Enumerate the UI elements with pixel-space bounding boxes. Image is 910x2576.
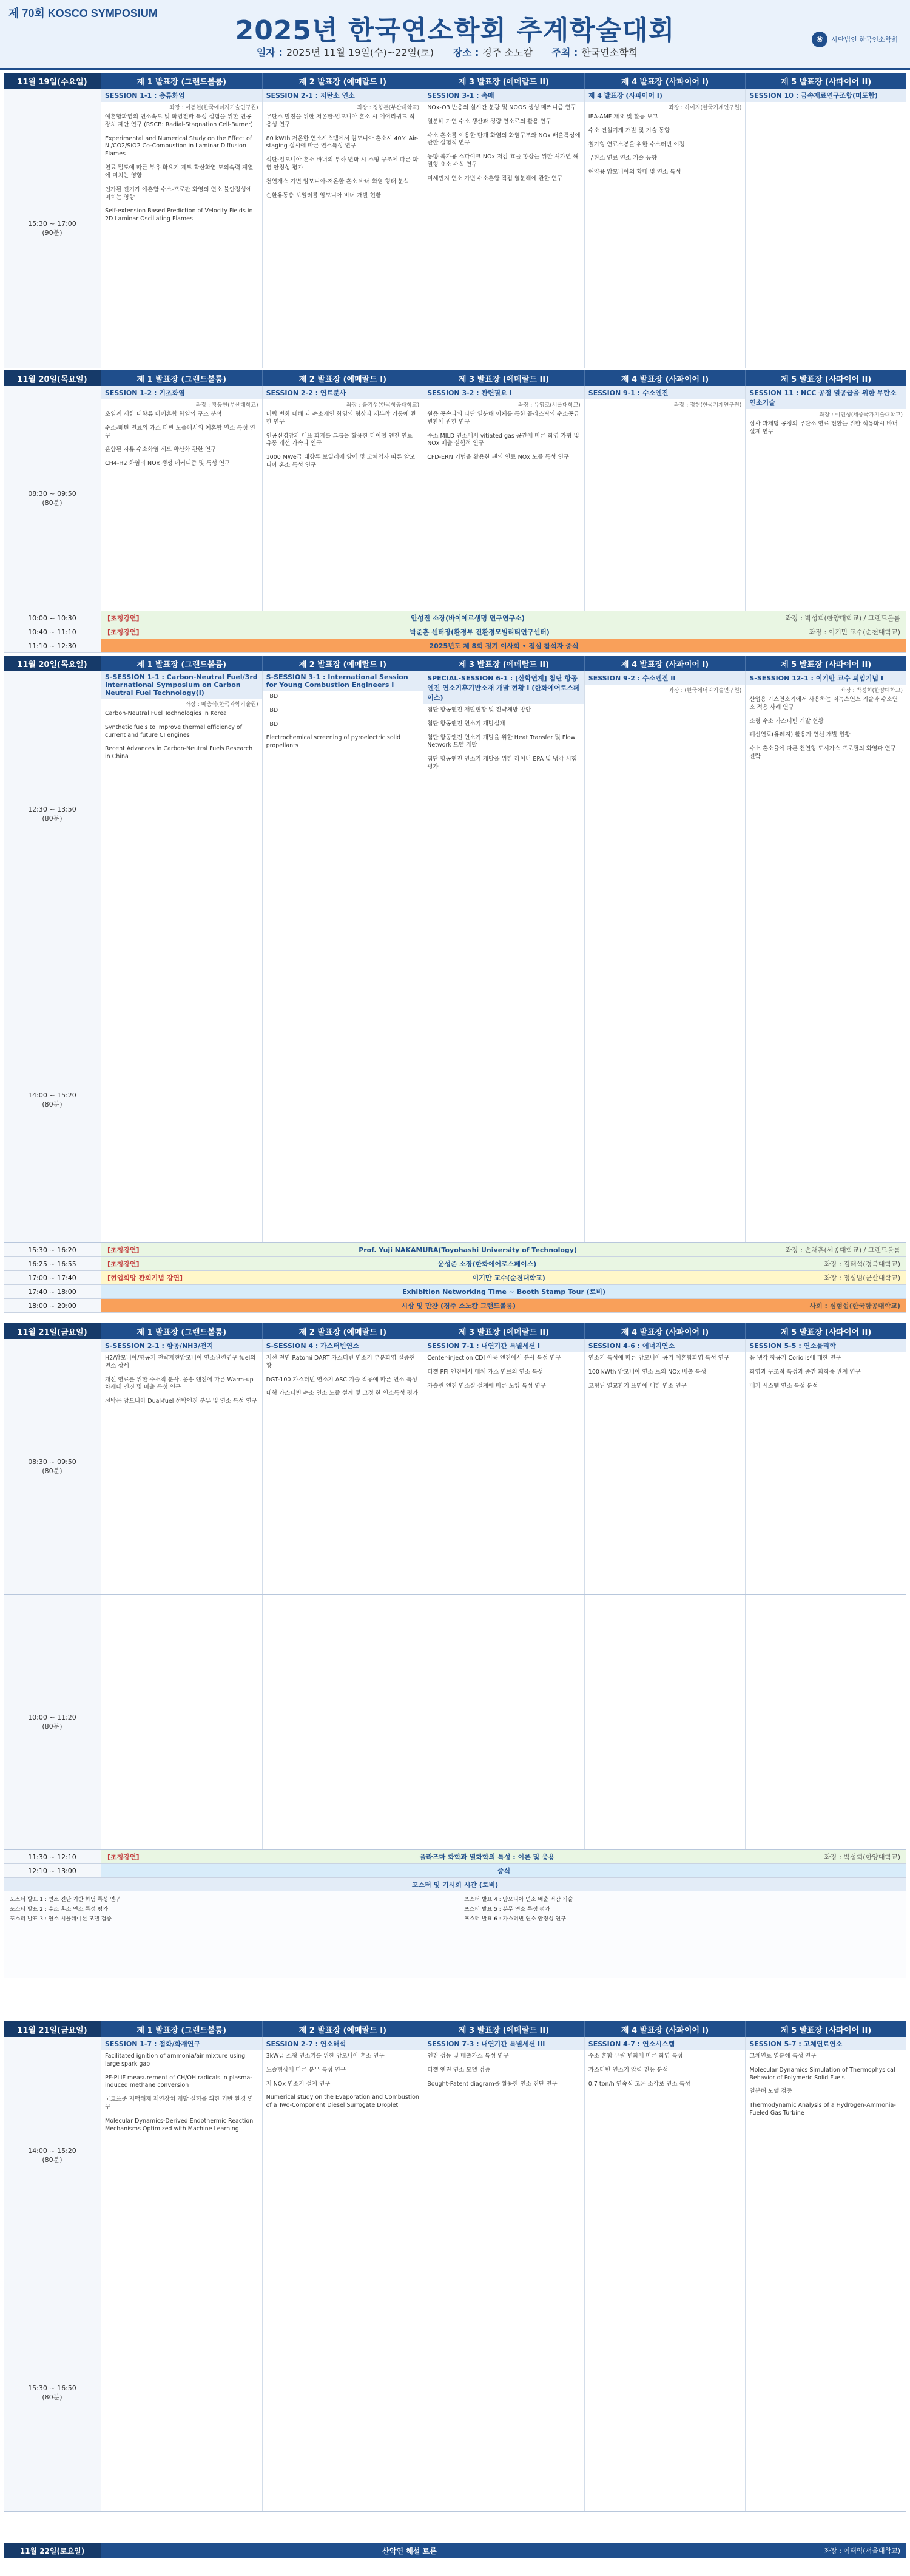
session-column [423, 1339, 585, 1594]
session-column [423, 1595, 585, 1849]
bar-time: 11:30 ~ 12:10 [4, 1850, 101, 1863]
bar-event: Prof. Yuji NAKAMURA(Toyohashi University of Technology) [359, 1246, 577, 1254]
bar-time: 10:40 ~ 11:10 [4, 625, 101, 639]
paper-title: 미세먼지 연소 가변 수소혼합 직접 열분해에 관한 연구 [427, 175, 563, 182]
session-column [263, 2274, 424, 2511]
paper-title: Self-extension Based Prediction of Velocity Fields in 2D Laminar Oscillating Flames [105, 208, 253, 223]
day-label: 11월 19일(수요일) [4, 73, 101, 89]
final-day-bar [4, 2543, 906, 2558]
paper-title: TBD [266, 720, 278, 728]
schedule-bar [4, 611, 906, 625]
paper-title: 개선 연료를 위한 수소직 분사, 운송 엔진에 따른 Warm-up 차세대 엔진 및 배출 특성 연구 [105, 1376, 254, 1391]
paper-title: 미립 변화 대해 과 수소재연 화염의 형상과 재부착 거동에 관한 연구 [266, 411, 417, 425]
paper-title: 열분해 가연 수소 생산과 정량 연소로의 활용 연구 [427, 118, 551, 125]
time-slot: 10:00 ~ 11:20 (80분) [4, 1595, 101, 1849]
poster-item: 포스터 발표 3 : 연소 시뮬레이션 모델 검증 [10, 1916, 112, 1922]
bar-body [101, 625, 906, 639]
paper-title: TBD [266, 693, 278, 700]
session-column [263, 1595, 424, 1849]
bar-event: 중식 [497, 1867, 511, 1875]
session-chair: 좌장 : 정현(한국기계연구원) [673, 402, 742, 408]
page-title: 2025년 한국연소학회 추계학술대회 [235, 15, 675, 46]
session-title: SESSION 11 : NCC 공정 열공급을 위한 무탄소 연소기술 [746, 386, 906, 409]
paper-title: 배기 시스템 연소 특성 분석 [749, 1382, 818, 1389]
session-title: S-SESSION 3-1 : International Session for Young Combustion Engineers I [263, 671, 423, 691]
poster-item: 포스터 발표 6 : 가스터빈 연소 안정성 연구 [464, 1916, 566, 1922]
bar-body [101, 1864, 906, 1877]
paper-title: 0.7 ton/h 연속식 고온 소각로 연소 특성 [588, 2080, 690, 2087]
session-column [585, 671, 746, 957]
host-label: 주최 : [551, 47, 578, 58]
paper-title: 대형 가스터빈 수소 연소 노즐 설계 및 고정 한 연소특성 평가 [266, 1390, 419, 1397]
session-column [101, 671, 263, 957]
paper-title: 연소기 특성에 따른 암모니아 공기 예혼합화염 특성 연구 [588, 1355, 729, 1361]
session-chair: 좌장 : 박성희(한양대학교) [840, 688, 903, 694]
paper-title: 엔진 성능 및 배출가스 특성 연구 [427, 2053, 509, 2059]
session-title: SESSION 10 : 금속재료연구조합(미포함) [746, 89, 906, 102]
bar-chair: 좌장 : 김태석(경북대학교) [824, 1260, 900, 1268]
room-1: 제 1 발표장 (그랜드볼룸) [101, 1323, 262, 1339]
paper-title: Carbon-Neutral Fuel Technologies in Korea [105, 710, 227, 717]
session-column [585, 386, 746, 611]
room-5: 제 5 발표장 (사파이어 II) [745, 2021, 906, 2037]
time-slot: 14:00 ~ 15:20 (80분) [4, 2037, 101, 2274]
session-column [746, 2274, 906, 2511]
time-slot: 12:30 ~ 13:50 (80분) [4, 671, 101, 957]
session-column [746, 386, 906, 611]
paper-title: 수소 혼소를 이용한 탄개 화염의 화염구조와 NOx 배출특성에 관한 실험적 연구 [427, 132, 581, 147]
room-2: 제 2 발표장 (에메랄드 I) [262, 370, 423, 386]
session-row [4, 386, 906, 611]
room-2: 제 2 발표장 (에메랄드 I) [262, 2021, 423, 2037]
bar-body [101, 1271, 906, 1284]
date-value: 2025년 11월 19일(수)~22일(토) [286, 47, 434, 58]
paper-title: 수소 MILD 연소에서 vitiated gas 공간에 따른 화염 가형 및 NOx 배출 실험적 연구 [427, 432, 579, 447]
paper-title: Thermodynamic Analysis of a Hydrogen-Ammonia-Fueled Gas Turbine [749, 2102, 896, 2117]
time-slot: 15:30 ~ 17:00 (90분) [4, 89, 101, 368]
session-title: SPECIAL-SESSION 6-1 : [산학연계] 첨단 항공 엔진 연소기후기반소재 개발 현황 I (한화에어로스페이스) [423, 671, 584, 704]
session-column [423, 2274, 585, 2511]
event-info [0, 45, 910, 59]
day-2-morning-block [4, 370, 906, 653]
day-3-block [4, 1323, 906, 1978]
session-column [423, 671, 585, 957]
day-label: 11월 21일(금요일) [4, 1323, 101, 1339]
edition-label: 제 70회 KOSCO SYMPOSIUM [8, 7, 158, 19]
paper-title: 첨단 항공엔진 연소기 개발실개 [427, 720, 505, 727]
paper-title: 무탄소 연료 연소 기술 동향 [588, 155, 657, 162]
room-3: 제 3 발표장 (에메랄드 II) [423, 1323, 584, 1339]
room-4: 제 4 발표장 (사파이어 I) [584, 370, 746, 386]
place-label: 장소 : [453, 47, 479, 58]
room-1: 제 1 발표장 (그랜드볼룸) [101, 73, 262, 89]
bar-chair: 좌장 : 손채훈(세종대학교) / 그랜드볼룸 [785, 1246, 900, 1254]
bar-event: 박준훈 센터장(환경부 진환경모빌리티연구센터) [410, 628, 550, 636]
poster-item: 포스터 발표 1 : 연소 진단 기반 화염 특성 연구 [10, 1897, 121, 1903]
logo-text: 사단법인 한국연소학회 [831, 36, 898, 44]
bar-body [101, 1257, 906, 1270]
room-4: 제 4 발표장 (사파이어 I) [584, 73, 746, 89]
bar-tag: [초청강연] [107, 614, 140, 622]
schedule-bar [4, 1271, 906, 1285]
session-chair: 좌장 : 정향돈(부산대학교) [357, 105, 420, 111]
session-column [263, 1339, 424, 1594]
room-1: 제 1 발표장 (그랜드볼룸) [101, 656, 262, 671]
session-row [4, 89, 906, 368]
bar-tag: [초청강연] [107, 628, 140, 636]
session-column [423, 386, 585, 611]
paper-title: 예혼합화염의 연소속도 및 화염전파 특성 실험을 위한 연공 장치 제안 연구 (RSCB: Radial-Stagnation Cell-Burner) [105, 114, 253, 128]
paper-title: 무탄소 발전을 위한 저온한-암모니아 혼소 시 에어리퀴드 적용성 연구 [266, 114, 415, 128]
room-3: 제 3 발표장 (에메랄드 II) [423, 656, 584, 671]
bar-time: 17:40 ~ 18:00 [4, 1285, 101, 1298]
paper-title: 디젤 엔진 연소 모델 검증 [427, 2066, 491, 2073]
paper-title: TBD [266, 707, 278, 714]
paper-title: 폐선연료(유레지) 활용가 연선 개발 현황 [749, 731, 851, 739]
session-title: S-SESSION 2-1 : 항공/NH3/전지 [101, 1339, 262, 1352]
paper-title: 석탄-암모니아 혼소 바너의 부하 변화 시 소형 구조에 따른 화염 안정성 평가 [266, 157, 419, 172]
bar-event: 안성진 소장(바이에르생명 연구연구소) [411, 614, 525, 622]
date-label: 일자 : [256, 47, 283, 58]
session-title: SESSION 9-2 : 수소엔진 II [585, 671, 746, 685]
paper-title: PF-PLIF measurement of CH/OH radicals in plasma-induced methane conversion [105, 2074, 252, 2089]
session-column [423, 89, 585, 368]
bar-event: 윤성준 소장(한화에어로스페이스) [437, 1260, 537, 1268]
paper-title: 노즐형상에 따른 분무 특성 연구 [266, 2066, 346, 2073]
session-title: SESSION 4-6 : 에너지연소 [585, 1339, 746, 1352]
event-bars [4, 1850, 906, 1878]
paper-title: 고체연료 열분해 특성 연구 [749, 2053, 817, 2059]
paper-title: 첨단 항공엔진 개발현황 및 전략체방 방안 [427, 707, 531, 713]
bar-body [101, 1285, 906, 1298]
room-3: 제 3 발표장 (에메랄드 II) [423, 370, 584, 386]
paper-title: 철가형 연료소봉을 위한 수소터빈 여정 [588, 141, 685, 148]
session-column [585, 89, 746, 368]
day-header [4, 656, 906, 671]
session-column [101, 386, 263, 611]
schedule-bar [4, 1864, 906, 1878]
session-column [746, 1595, 906, 1849]
paper-title: 저 NOx 연소기 설계 연구 [266, 2080, 331, 2087]
paper-title: 천연개스 가변 암모니아-저온한 혼소 바너 화염 형태 분석 [266, 178, 410, 185]
bar-time: 18:00 ~ 20:00 [4, 1299, 101, 1312]
paper-title: Facilitated ignition of ammonia/air mixture using large spark gap [105, 2053, 246, 2067]
session-title: 제 4 발표장 (사파이어 I) [585, 89, 746, 102]
paper-title: 코팅된 열교환기 표면에 대한 연소 연구 [588, 1382, 687, 1389]
session-column [101, 2274, 263, 2511]
session-title: SESSION 2-2 : 연료분사 [263, 386, 423, 399]
paper-title: 선박용 암모니아 Dual-fuel 선박엔진 분무 및 연소 특성 연구 [105, 1398, 257, 1405]
paper-title: 1000 MWe급 대향류 보일러에 앙에 및 고체입자 따른 암모니아 혼소 특성 연구 [266, 454, 416, 469]
day-label: 11월 21일(금요일) [4, 2021, 101, 2037]
paper-title: 80 kWth 저온한 연소시스템에서 암모니아 혼소시 40% Air-staging 실시에 따른 연소특성 연구 [266, 135, 419, 150]
bar-tag: [초청강연] [107, 1260, 140, 1268]
paper-title: 수소 혼합 유량 변화에 따른 화염 특성 [588, 2053, 683, 2059]
day-label: 11월 20일(목요일) [4, 370, 101, 386]
day-header [4, 2021, 906, 2037]
bar-time: 10:00 ~ 10:30 [4, 611, 101, 625]
room-3: 제 3 발표장 (에메랄드 II) [423, 73, 584, 89]
session-title: SESSION 2-1 : 저탄소 연소 [263, 89, 423, 102]
session-column [101, 89, 263, 368]
day-label: 11월 20일(목요일) [4, 656, 101, 671]
session-chair: 좌장 : 이민성(세종국가기술대학교) [819, 412, 903, 418]
host-value: 한국연소학회 [581, 47, 638, 58]
bar-body [101, 639, 906, 652]
paper-title: 수소-메탄 연료의 가스 터빈 노즐에서의 예혼합 연소 특성 연구 [105, 424, 255, 439]
page-header [0, 0, 910, 70]
schedule-bar [4, 1257, 906, 1271]
schedule-bar [4, 1285, 906, 1299]
session-chair: 좌장 : 유영로(서울대학교) [518, 402, 581, 408]
paper-title: Center-injection CDI 이용 엔진에서 분사 특성 연구 [427, 1355, 561, 1361]
paper-title: 수소 건설기계 개발 및 기술 동향 [588, 127, 670, 134]
room-4: 제 4 발표장 (사파이어 I) [584, 2021, 746, 2037]
event-bars [4, 1243, 906, 1313]
day-header [4, 370, 906, 386]
room-2: 제 2 발표장 (에메랄드 I) [262, 1323, 423, 1339]
paper-title: 해양용 암모니아의 확대 및 연소 특성 [588, 169, 681, 176]
paper-title: 인가된 전기가 예혼합 수소-프로판 화염의 연소 불안정성에 미치는 영향 [105, 186, 252, 201]
schedule-bar [4, 625, 906, 639]
paper-title: 음 냉각 항공기 Coriolis에 대한 연구 [749, 1355, 841, 1361]
paper-title: Recent Advances in Carbon-Neutral Fuels Research in China [105, 745, 253, 761]
session-column [101, 957, 263, 1242]
paper-title: 심사 과제당 공정의 무탄소 연료 전환을 위한 석유화시 바너 설계 연구 [749, 421, 898, 435]
bar-tag: [현업희망 관회기념 강연] [107, 1274, 183, 1282]
paper-title: 디젤 PFI 엔진에서 대체 가스 연료의 연소 특성 [427, 1368, 544, 1375]
paper-title: NOx-O3 반응의 실시간 분광 및 NOOS 생성 메커니즘 연구 [427, 104, 576, 111]
paper-title: 연료 밀도에 따른 부유 화요기 제트 확산화염 모의속력 계열에 미치는 영향 [105, 164, 254, 179]
paper-title: 가솔린 엔진 연소실 설계에 따른 노킹 특성 연구 [427, 1382, 546, 1389]
final-chair: 좌장 : 여태익(서울대학교) [824, 2547, 900, 2555]
bar-chair: 좌장 : 이기만 교수(순천대학교) [809, 628, 900, 636]
paper-title: 초임계 제한 대향류 비예혼합 화염의 구조 분석 [105, 411, 222, 418]
time-slot: 08:30 ~ 09:50 (80분) [4, 386, 101, 611]
session-column [263, 386, 424, 611]
paper-title: 국토표준 저맥해재 재연장치 개발 실험을 위한 기반 환경 연구 [105, 2096, 254, 2111]
flame-icon: ❀ [812, 32, 827, 47]
session-column [585, 2274, 746, 2511]
session-row [4, 2274, 906, 2512]
session-column [101, 1595, 263, 1849]
session-chair: 좌장 : 황동현(부산대학교) [195, 402, 258, 408]
room-3: 제 3 발표장 (에메랄드 II) [423, 2021, 584, 2037]
society-logo [812, 32, 898, 47]
paper-title: 3kW급 소형 연소기를 위한 암모니아 혼소 연구 [266, 2053, 385, 2059]
room-4: 제 4 발표장 (사파이어 I) [584, 656, 746, 671]
bar-chair: 사회 : 심형섭(한국항공대학교) [809, 1302, 900, 1310]
session-column [423, 2037, 585, 2274]
session-column [263, 2037, 424, 2274]
session-title: SESSION 5-7 : 고체연료연소 [746, 2037, 906, 2050]
day-header [4, 1323, 906, 1339]
final-event: 산악연 해설 토론 [382, 2546, 437, 2555]
room-1: 제 1 발표장 (그랜드볼룸) [101, 370, 262, 386]
bar-event: 이기만 교수(순천대학교) [472, 1274, 545, 1282]
session-chair: 좌장 : 배충식(한국과학기술원) [185, 702, 258, 708]
paper-title: IEA-AMF 개요 및 활동 보고 [588, 114, 658, 120]
session-row [4, 1595, 906, 1850]
bar-time: 17:00 ~ 17:40 [4, 1271, 101, 1284]
schedule-bar [4, 1243, 906, 1257]
room-2: 제 2 발표장 (에메랄드 I) [262, 656, 423, 671]
session-column [746, 1339, 906, 1594]
poster-list [4, 1891, 906, 1978]
time-slot: 14:00 ~ 15:20 (80분) [4, 957, 101, 1242]
session-column [263, 89, 424, 368]
paper-title: 첨단 항공엔진 연소기 개발을 위한 Heat Transfer 및 Flow Network 모델 개발 [427, 734, 576, 749]
paper-title: 인공신경망과 대표 화재를 그룹을 활용한 다이젤 엔진 연료 유동 개선 가속과 연구 [266, 432, 413, 447]
room-5: 제 5 발표장 (사파이어 II) [745, 1323, 906, 1339]
paper-title: 순환유동층 보일러를 암모니아 바너 개발 현황 [266, 192, 382, 199]
paper-title: 화염과 구조적 특성과 중간 화학종 관계 연구 [749, 1368, 861, 1375]
day-2-afternoon-block [4, 656, 906, 1313]
poster-item: 포스터 발표 4 : 암모니아 연소 배출 저감 기술 [464, 1897, 573, 1903]
bar-chair: 좌장 : 박성희(한양대학교) [824, 1853, 900, 1861]
session-column [585, 1339, 746, 1594]
session-title: S-SESSION 1-1 : Carbon-Neutral Fuel/3rd International Symposium on Carbon Neutral Fuel Technology(I) [101, 671, 262, 699]
session-column [746, 89, 906, 368]
bar-event: 2025년도 제 8회 정기 이사회 • 점심 참석자 중식 [429, 642, 579, 650]
bar-body [101, 1850, 906, 1863]
bar-time: 12:10 ~ 13:00 [4, 1864, 101, 1877]
poster-title: 포스터 및 기시회 시간 (로비) [4, 1878, 906, 1891]
paper-title: 첨단 항공엔진 연소기 개발을 위한 라이너 EPA 및 냉각 시험 평가 [427, 756, 577, 771]
paper-title: Molecular Dynamics Simulation of Thermophysical Behavior of Polymeric Solid Fuels [749, 2066, 895, 2081]
room-2: 제 2 발표장 (에메랄드 I) [262, 73, 423, 89]
paper-title: 산업용 가스연소기에서 사용하는 저녹스연소 기술과 수소연소 적용 사례 연구 [749, 696, 898, 711]
paper-title: 혼합된 자류 수소화염 제트 확산화 관한 연구 [105, 446, 217, 453]
poster-item: 포스터 발표 5 : 분무 연소 특성 평가 [464, 1907, 550, 1913]
time-slot: 15:30 ~ 16:50 (80분) [4, 2274, 101, 2511]
session-title: SESSION 5-5 : 연소물리학 [746, 1339, 906, 1352]
bar-event: 시상 및 만찬 (경주 소노캄 그랜드볼룸) [401, 1302, 516, 1310]
session-title: SESSION 1-7 : 점화/화재연구 [101, 2037, 262, 2050]
session-title: SESSION 7-3 : 내연기관 특별세션 III [423, 2037, 584, 2050]
session-column [263, 671, 424, 957]
day-4-block [4, 2021, 906, 2512]
paper-title: 저선 전연 Ratomi DART 가스터빈 연소기 부분화염 실증현황 [266, 1355, 415, 1369]
paper-title: Experimental and Numerical Study on the Effect of Ni/CO2/SiO2 Co-Combustion in Laminar Diffusion Flames [105, 135, 252, 158]
session-chair: 좌장 : (한국에너지기술연구원) [669, 688, 742, 694]
session-column [263, 957, 424, 1242]
paper-title: 원음 공속과의 다단 열분해 이체를 통한 플라스틱의 수소공급 변환에 관한 연구 [427, 411, 579, 425]
paper-title: H2/암모니아/항공기 전략재현암모니아 연소관련연구 fuel의 연소 상세 [105, 1355, 256, 1369]
room-4: 제 4 발표장 (사파이어 I) [584, 1323, 746, 1339]
paper-title: Bought-Patent diagram을 활용한 연소 진단 연구 [427, 2080, 558, 2087]
paper-title: 가스터빈 연소기 압력 진동 분석 [588, 2066, 669, 2073]
bar-time: 15:30 ~ 16:20 [4, 1243, 101, 1256]
session-title: SESSION 7-1 : 내연기관 특별세션 I [423, 1339, 584, 1352]
session-column [585, 1595, 746, 1849]
session-column [746, 2037, 906, 2274]
session-title: SESSION 9-1 : 수소엔진 [585, 386, 746, 399]
session-title: SESSION 3-1 : 촉매 [423, 89, 584, 102]
paper-title: 열분해 모델 검증 [749, 2088, 792, 2095]
bar-time: 16:25 ~ 16:55 [4, 1257, 101, 1270]
event-bars [4, 611, 906, 653]
day-1-block [4, 73, 906, 368]
bar-tag: [초청강연] [107, 1246, 140, 1254]
session-column [585, 2037, 746, 2274]
schedule-bar [4, 639, 906, 653]
room-1: 제 1 발표장 (그랜드볼룸) [101, 2021, 262, 2037]
bar-event: Exhibition Networking Time ~ Booth Stamp Tour (로비) [402, 1288, 606, 1296]
room-5: 제 5 발표장 (사파이어 II) [745, 370, 906, 386]
session-column [101, 1339, 263, 1594]
session-row [4, 671, 906, 957]
time-slot: 08:30 ~ 09:50 (80분) [4, 1339, 101, 1594]
schedule-bar [4, 1850, 906, 1864]
paper-title: DGT-100 가스터빈 연소기 ASC 기술 적용에 따른 연소 특성 [266, 1376, 417, 1383]
session-chair: 좌장 : 이동현(한국에너지기술연구원) [169, 105, 258, 111]
paper-title: Electrochemical screening of pyroelectric solid propellants [266, 734, 400, 750]
session-row [4, 2037, 906, 2274]
paper-title: Numerical study on the Evaporation and Combustion of a Two-Component Diesel Surrogate Droplet [266, 2094, 419, 2109]
paper-title: 수소 혼소율에 따른 천연형 도시가스 프로필의 화염파 연구 전략 [749, 745, 896, 761]
bar-tag: [초청강연] [107, 1853, 140, 1861]
paper-title: CH4-H2 화염의 NOx 생성 메커니즘 및 특성 연구 [105, 460, 231, 467]
poster-item: 포스터 발표 2 : 수소 혼소 연소 특성 평가 [10, 1907, 109, 1913]
bar-body [101, 1299, 906, 1312]
session-row [4, 1339, 906, 1595]
paper-title: Molecular Dynamics-Derived Endothermic Reaction Mechanisms Optimized with Machine Learning [105, 2117, 254, 2132]
session-chair: 좌장 : 윤기성(한국항공대학교) [346, 402, 420, 408]
session-title: SESSION 2-7 : 연소해석 [263, 2037, 423, 2050]
bar-body [101, 611, 906, 625]
session-title: SESSION 1-2 : 기초화염 [101, 386, 262, 399]
bar-body [101, 1243, 906, 1256]
session-title: SESSION 3-2 : 관련필요 I [423, 386, 584, 399]
bar-chair: 좌장 : 박성희(한양대학교) / 그랜드볼룸 [785, 614, 900, 622]
session-column [746, 671, 906, 957]
session-title: SESSION 4-7 : 연소시스템 [585, 2037, 746, 2050]
bar-time: 11:10 ~ 12:30 [4, 639, 101, 652]
session-row [4, 957, 906, 1243]
day-header [4, 73, 906, 89]
room-5: 제 5 발표장 (사파이어 II) [745, 73, 906, 89]
session-column [423, 957, 585, 1242]
session-title: S-SESSION 12-1 : 이기만 교수 퇴임기념 I [746, 671, 906, 685]
paper-title: Synthetic fuels to improve thermal efficiency of current and future CI engines [105, 724, 243, 739]
room-5: 제 5 발표장 (사파이어 II) [745, 656, 906, 671]
bar-chair: 좌장 : 정성범(군산대학교) [824, 1274, 900, 1282]
bar-event: 플라즈마 화학과 열화학의 특성 : 이론 및 응용 [419, 1853, 555, 1861]
paper-title: 100 kWth 암모니아 연소 로의 NOx 배출 특성 [588, 1368, 707, 1375]
session-title: SESSION 1-1 : 층류화염 [101, 89, 262, 102]
day-label: 11월 22일(토요일) [4, 2543, 101, 2558]
schedule-bar [4, 1299, 906, 1313]
paper-title: CFD-ERN 기법을 활용한 팬의 연료 NOx 노즐 특성 연구 [427, 454, 569, 461]
session-chair: 좌장 : 하여지(한국기계연구원) [669, 105, 742, 111]
paper-title: 동향 복가용 스파이크 NOx 저감 효율 향상을 위한 셔가연 해결형 요소 수식 연구 [427, 154, 579, 169]
place-value: 경주 소노캄 [482, 47, 533, 58]
session-column [101, 2037, 263, 2274]
session-title: S-SESSION 4 : 가스터빈연소 [263, 1339, 423, 1352]
session-column [585, 957, 746, 1242]
session-column [746, 957, 906, 1242]
paper-title: 소형 수소 가스터빈 개발 현황 [749, 717, 824, 725]
